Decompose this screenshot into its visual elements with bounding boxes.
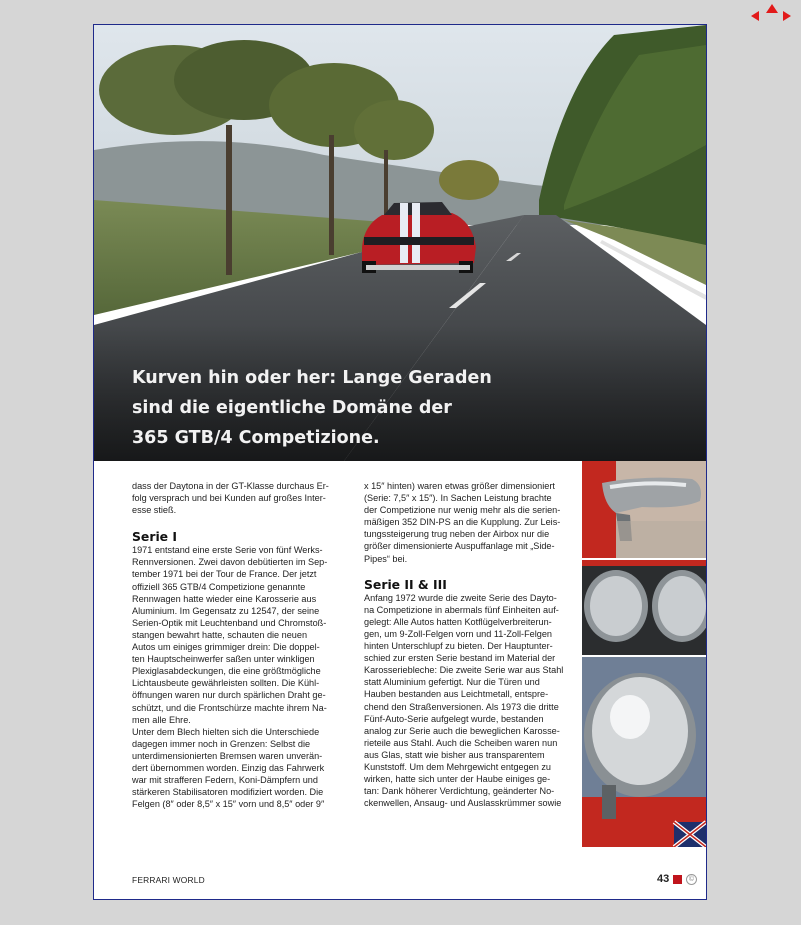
text-line: Karosseriebleche: Die zweite Serie war aus Stahl <box>364 665 564 676</box>
text-line: größer dimensionierte Auspuffanlage mit „Side- <box>364 541 555 552</box>
side-photo-strip <box>582 461 706 847</box>
text-line: Aluminium. Im Gegensatz zu 12547, der seine <box>132 605 320 616</box>
text-line: men alle Ehre. <box>132 714 191 725</box>
text-line: Hauben bestanden aus Leichtmetall, entspre- <box>364 689 549 700</box>
text-line: 1971 entstand eine erste Serie von fünf Werks- <box>132 545 323 556</box>
text-line: analog zur Serie auch die beweglichen Karosse- <box>364 725 560 736</box>
text-line: x 15″ hinten) waren etwas größer dimensioniert <box>364 481 555 491</box>
text-line: Serien-Optik mit Leuchtenband und Chromstoß- <box>132 617 327 628</box>
text-line: schied zur ersten Serie bestand im Material der <box>364 653 556 664</box>
triangle-left-icon[interactable] <box>751 11 759 21</box>
text-line: offiziell 365 GTB/4 Competizione genannte <box>132 581 306 592</box>
circle-logo-icon: © <box>686 874 697 885</box>
text-line: Lichtausbeute gewährleisten sollten. Die Kühl- <box>132 678 320 689</box>
bumper-photo <box>582 461 706 558</box>
text-line: gen, um 9-Zoll-Felgen vorn und 11-Zoll-Felgen <box>364 628 552 639</box>
text-line: Felgen (8″ oder 8,5″ x 15″ vorn und 8,5″ oder 9″ <box>132 799 325 810</box>
text-line: schützt, und die Frontschürze machte ihrem Na- <box>132 702 327 713</box>
text-line: Anfang 1972 wurde die zweite Serie des Dayto- <box>364 592 557 603</box>
section-heading: Serie II & III <box>364 576 447 592</box>
text-line: tember 1971 bei der Tour de France. Der jetzt <box>132 569 317 580</box>
page-number: 43 <box>657 873 670 885</box>
text-line: (Serie: 7,5″ x 15″). In Sachen Leistung brachte <box>364 493 552 504</box>
text-line: hinten Unterschlupf zu bieten. Der Hauptunter- <box>364 641 553 652</box>
text-line: mäßigen 352 DIN-PS an die Kupplung. Zur Leis- <box>364 517 561 528</box>
article-column-2 <box>364 480 585 809</box>
text-line: gelegt: Alle Autos hatten Kotflügelverbreiterun- <box>364 616 552 627</box>
text-line: tungssteigerung trug neben der Airbox nur die <box>364 529 550 540</box>
section-heading: Serie I <box>132 529 178 545</box>
text-line: na Competizione in abermals fünf Einheiten auf- <box>364 604 559 615</box>
page-navigation <box>750 4 794 24</box>
text-line: Pipes“ bei. <box>364 553 408 564</box>
text-line: dagegen immer noch in Grenzen: Selbst die <box>132 738 311 749</box>
text-line: Rennwagen hatte wieder eine Karosserie aus <box>132 593 317 604</box>
text-line: rieteile aus Stahl. Auch die Scheiben waren nun <box>364 737 558 748</box>
caption-line: Kurven hin oder her: Lange Geraden <box>132 368 492 388</box>
text-line: dert übernommen worden. Einzig das Fahrwerk <box>132 762 325 773</box>
text-line: dass der Daytona in der GT-Klasse durchaus Er- <box>132 481 329 491</box>
text-line: folg versprach und bei Kunden auf großes Inter- <box>132 493 326 504</box>
text-line: Rennversionen. Zwei davon debütierten im Sep- <box>132 557 328 568</box>
photo-caption <box>132 363 532 453</box>
text-line: Autos um einiges grimmiger drein: Die doppel- <box>132 642 320 653</box>
text-line: chend den Straßenversionen. Als 1973 die dritte <box>364 701 559 712</box>
magazine-brand: FERRARI WORLD <box>132 875 205 885</box>
magazine-page <box>93 24 707 900</box>
triangle-up-icon[interactable] <box>766 4 778 13</box>
text-line: Plexiglasabdeckungen, die eine größtmögliche <box>132 666 321 677</box>
text-line: tan: Dank höherer Verdichtung, geänderter No- <box>364 786 555 797</box>
text-line: Fünf-Auto-Serie aufgelegt wurde, bestanden <box>364 713 544 724</box>
text-line: wirken, hatte sich unter der Haube einiges ge- <box>364 774 551 785</box>
caption-line: 365 GTB/4 Competizione. <box>132 428 380 448</box>
text-line: der Competizione nur wenig mehr als die serien- <box>364 505 561 516</box>
text-line: statt Aluminium gefertigt. Nur die Türen und <box>364 677 540 688</box>
text-line: Unter dem Blech hielten sich die Unterschiede <box>132 726 320 737</box>
mirror-photo <box>582 657 706 847</box>
caption-line: sind die eigentliche Domäne der <box>132 398 452 418</box>
text-line: unterdimensionierten Bremsen waren unverän- <box>132 750 323 761</box>
text-line: öffnungen waren nur durch spärlichen Draht ge- <box>132 690 326 701</box>
accent-square <box>673 875 682 884</box>
text-line: ten Hauptscheinwerfer saßen unter winkligen <box>132 654 315 665</box>
text-line: war mit strafferen Federn, Koni-Dämpfern und <box>132 775 318 786</box>
headlights-photo <box>582 560 706 655</box>
text-line: stangen bewahrt hatte, schauten die neuen <box>132 629 308 640</box>
text-line: aus Glas, statt wie bisher aus transparentem <box>364 749 545 760</box>
article-column-1 <box>132 480 353 810</box>
text-line: ckenwellen, Ansaug- und Auslasskrümmer sowie <box>364 798 562 809</box>
triangle-right-icon[interactable] <box>783 11 791 21</box>
text-line: Kunststoff. Um dem Mehrgewicht entgegen zu <box>364 761 551 772</box>
text-line: esse stieß. <box>132 505 177 516</box>
text-line: stärkeren Stabilisatoren modifiziert worden. Die <box>132 787 324 798</box>
